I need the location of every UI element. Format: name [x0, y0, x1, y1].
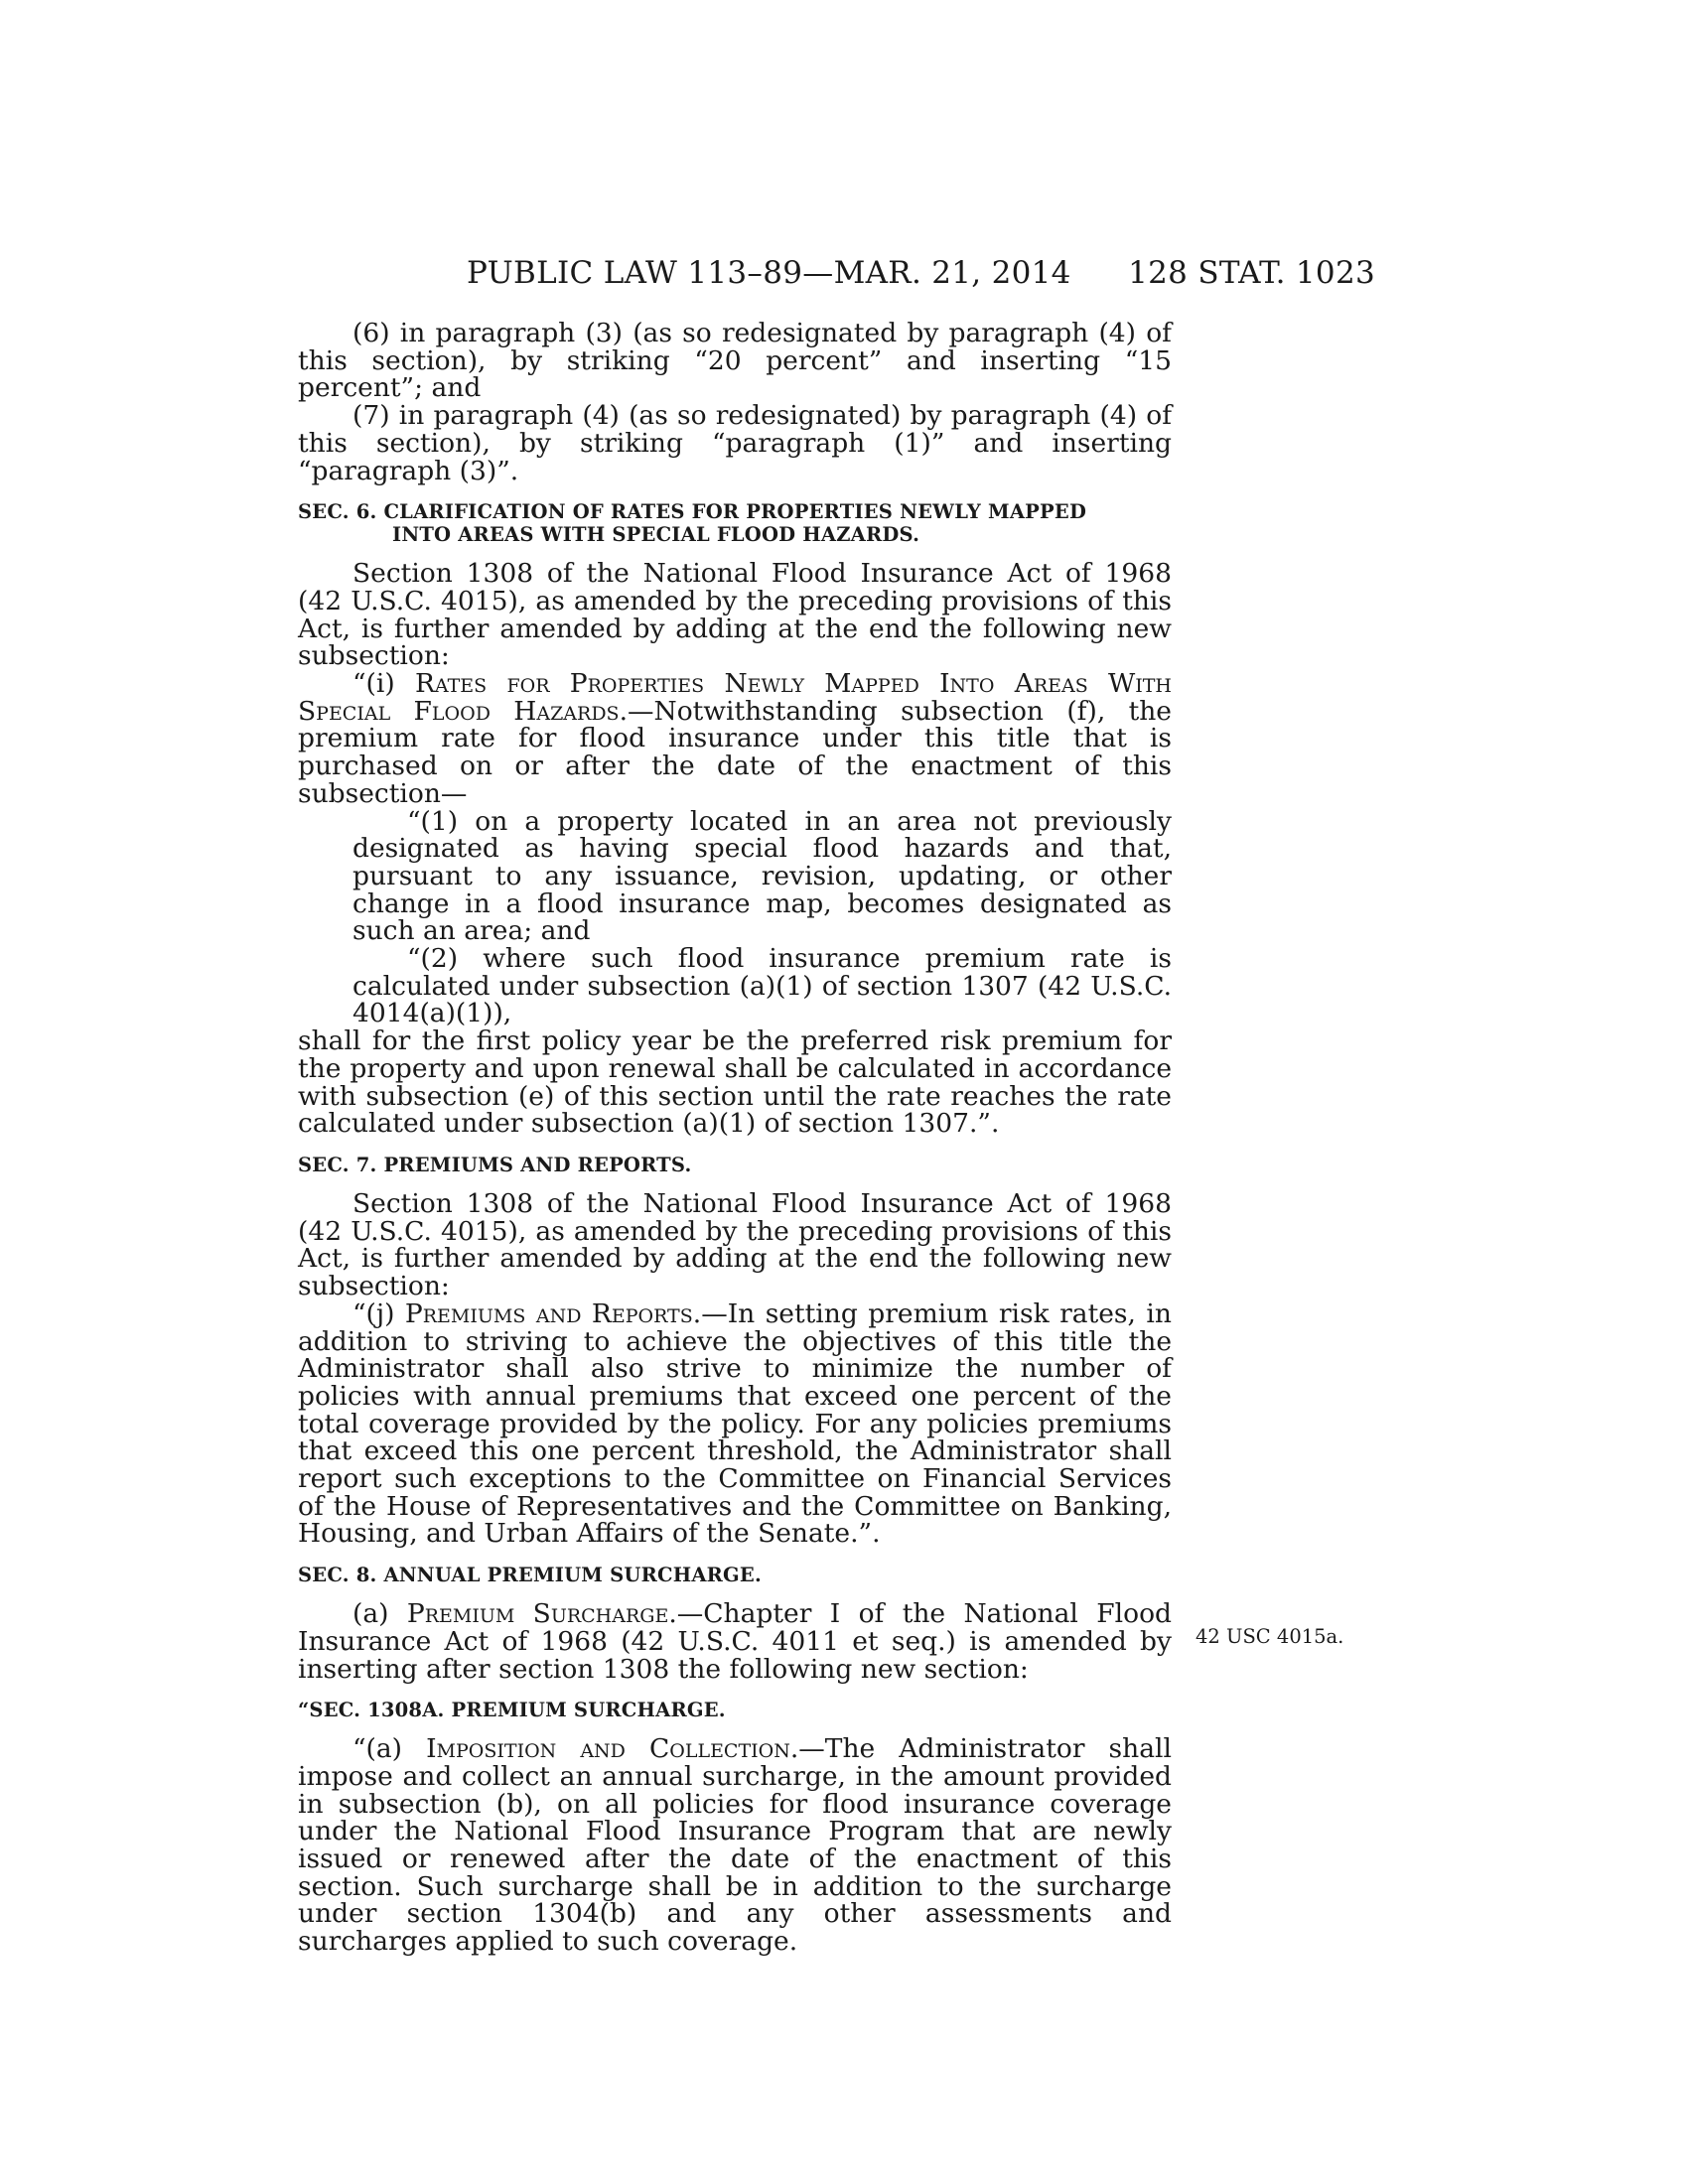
sec7-j-caption: Premiums and Reports. [404, 1297, 702, 1329]
header-title: PUBLIC LAW 113–89—MAR. 21, 2014 [467, 255, 1071, 291]
page-header [298, 253, 1375, 293]
sec7-subsection-j: “(j) Premiums and Reports.—In setting premium risk rates, in addition to striving to achieve the objectives of this title the Administrator shall also strive to minimize the number of policies with annual premiums that exceed one percent of the total coverage provided by the policy. For any policies premiums that exceed this one percent threshold, the Administrator shall report such exceptions to the Committee on Financial Services of the House of Representatives and the Committee on Banking, Housing, and Urban Affairs of the Senate.”. [298, 1297, 1172, 1550]
sec6-i-item-1: “(1) on a property located in an area not previously designated as having special flood hazards and that, pursuant to any issuance, revision, updating, or other change in a flood insurance map, becomes designated as such an area; and [352, 805, 1172, 947]
sec1308a-a-caption: Imposition and Collection. [426, 1733, 799, 1765]
sec6-intro: Section 1308 of the National Flood Insurance Act of 1968 (42 U.S.C. 4015), as amended by the preceding provisions of this Act, is further amended by adding at the end the following new subsection: [298, 558, 1172, 672]
sec6-i-caption: Rates for Properties Newly Mapped Into Areas With Special Flood Hazards. [298, 668, 1173, 727]
sec1308a-subsection-a: “(a) Imposition and Collection.—The Administrator shall impose and collect an annual surcharge, in the amount provided in subsection (b), on all policies for flood insurance coverage under the National Flood Insurance Program that are newly issued or renewed after the date of the enactment of this section. Such surcharge shall be in addition to the surcharge under section 1304(b) and any other assessments and surcharges applied to such coverage. [298, 1733, 1172, 1958]
sec8-subsection-a: (a) Premium Surcharge.—Chapter I of the National Flood Insurance Act of 1968 (42 U.S.C. 4011 et seq.) is amended by inserting after section 1308 the following new section: [298, 1598, 1172, 1685]
sec1308a-heading: “SEC. 1308A. PREMIUM SURCHARGE. [298, 1699, 726, 1722]
paragraph-6: (6) in paragraph (3) (as so redesignated by paragraph (4) of this section), by striking “20 percent” and inserting “15 percent”; and [298, 318, 1172, 404]
header-stat-citation: 128 STAT. 1023 [1128, 255, 1375, 291]
margin-note-usc: 42 USC 4015a. [1196, 1625, 1344, 1648]
sec8-a-caption: Premium Surcharge. [406, 1598, 677, 1630]
paragraph-7: (7) in paragraph (4) (as so redesignated) by paragraph (4) of this section), by striking “paragraph (1)” and inserting “paragraph (3)”. [298, 400, 1172, 486]
document-body [298, 320, 1172, 1956]
sec6-i-item-2: “(2) where such flood insurance premium rate is calculated under subsection (a)(1) of section 1307 (42 U.S.C. 4014(a)(1)), [352, 943, 1172, 1029]
sec8-heading: SEC. 8. ANNUAL PREMIUM SURCHARGE. [298, 1564, 762, 1587]
sec6-i-tail: shall for the first policy year be the preferred risk premium for the property and upon renewal shall be calculated in accordance with subsection (e) of this section until the rate reaches the rate calculated under subsection (a)(1) of section 1307.”. [298, 1025, 1172, 1140]
sec6-heading: SEC. 6. CLARIFICATION OF RATES FOR PROPERTIES NEWLY MAPPED INTO AREAS WITH SPECIAL FLOOD HAZARDS. [298, 500, 1087, 547]
sec7-intro: Section 1308 of the National Flood Insurance Act of 1968 (42 U.S.C. 4015), as amended by the preceding provisions of this Act, is further amended by adding at the end the following new subsection: [298, 1187, 1172, 1302]
sec6-subsection-i: “(i) Rates for Properties Newly Mapped Into Areas With Special Flood Hazards.—Notwithstanding subsection (f), the premium rate for flood insurance under this title that is purchased on or after the date of the enactment of this subsection— [298, 668, 1173, 809]
sec7-heading: SEC. 7. PREMIUMS AND REPORTS. [298, 1153, 692, 1176]
